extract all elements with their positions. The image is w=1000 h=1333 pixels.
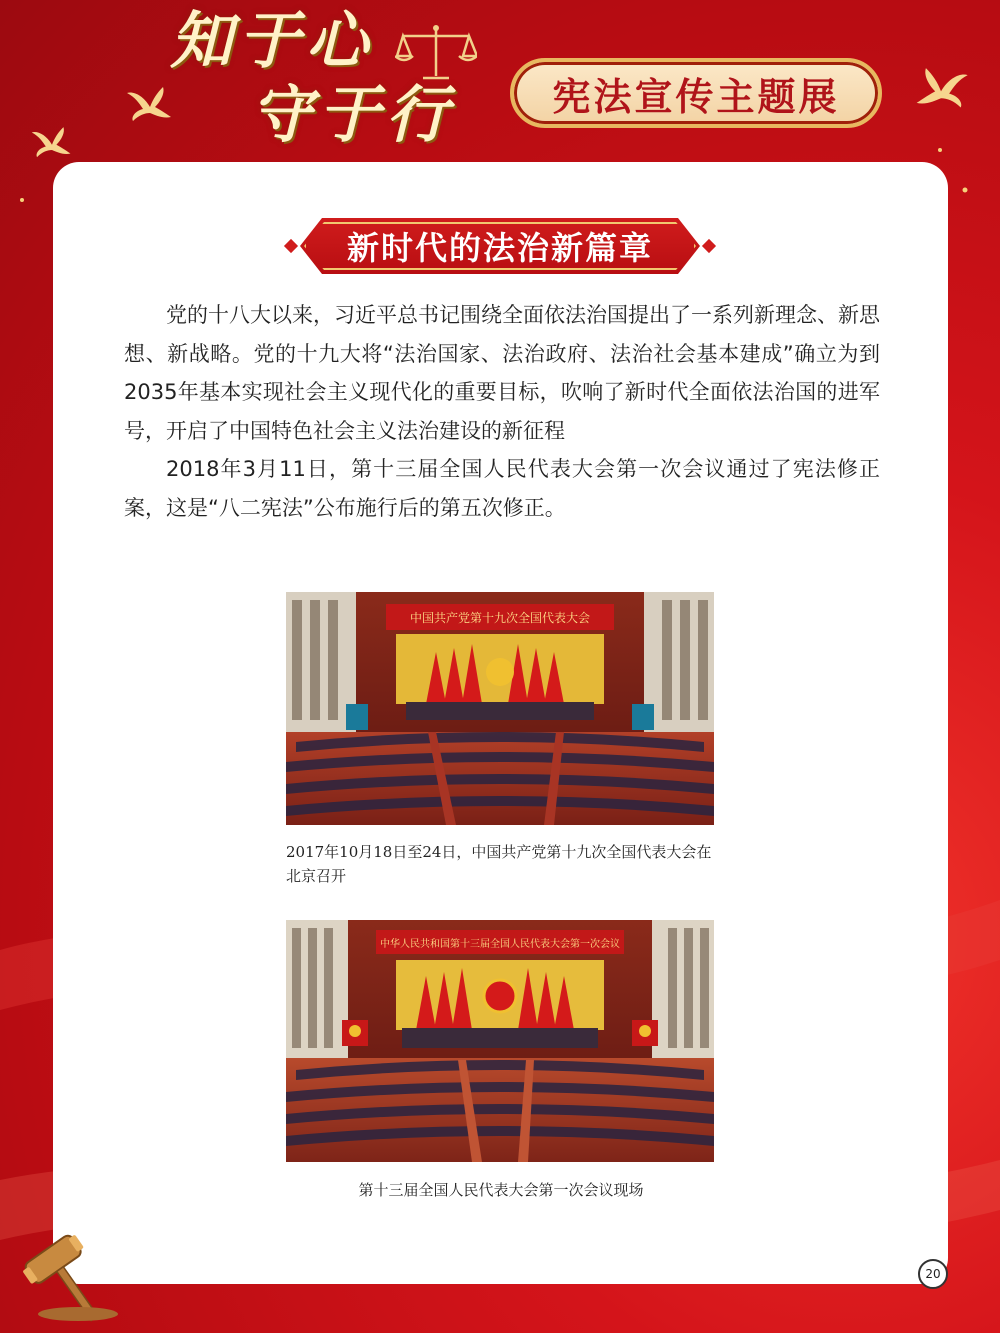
theme-badge-text: 宪法宣传主题展 [552, 74, 840, 119]
photo-caption: 2017年10月18日至24日，中国共产党第十九次全国代表大会在北京召开 [286, 843, 712, 885]
section-title: 新时代的法治新篇章 [346, 229, 653, 267]
gavel-icon [8, 1232, 128, 1322]
photo-banner-text: 中国共产党第十九次全国代表大会 [409, 611, 591, 625]
photo-caption: 第十三届全国人民代表大会第一次会议现场 [358, 1181, 644, 1199]
page-number: 20 [918, 1259, 948, 1289]
scale-of-justice-icon [395, 22, 477, 82]
paragraph: 2018年3月11日，第十三届全国人民代表大会第一次会议通过了宪法修正案，这是“八二宪法”公布施行后的第五次修正。 [124, 457, 880, 520]
theme-badge [510, 58, 882, 128]
content-card [53, 162, 948, 1284]
photo-banner-text: 中华人民共和国第十三届全国人民代表大会第一次会议 [380, 939, 620, 950]
section-banner [300, 218, 700, 274]
body-text [124, 296, 880, 527]
title-line-1: 知于心 [170, 4, 375, 77]
dove-icon [912, 65, 970, 113]
dove-icon [30, 125, 74, 161]
photo-npc-session [286, 920, 714, 1162]
photo-party-congress [286, 592, 714, 825]
title-line-2: 守于行 [250, 78, 455, 151]
dove-icon [125, 85, 175, 125]
paragraph: 党的十八大以来，习近平总书记围绕全面依法治国提出了一系列新理念、新思想、新战略。党的十九大将“法治国家、法治政府、法治社会基本建成”确立为到2035年基本实现社会主义现代化的重要目标，吹响了新时代全面依法治国的进军号，开启了中国特色社会主义法治建设的新征程 [124, 303, 880, 443]
